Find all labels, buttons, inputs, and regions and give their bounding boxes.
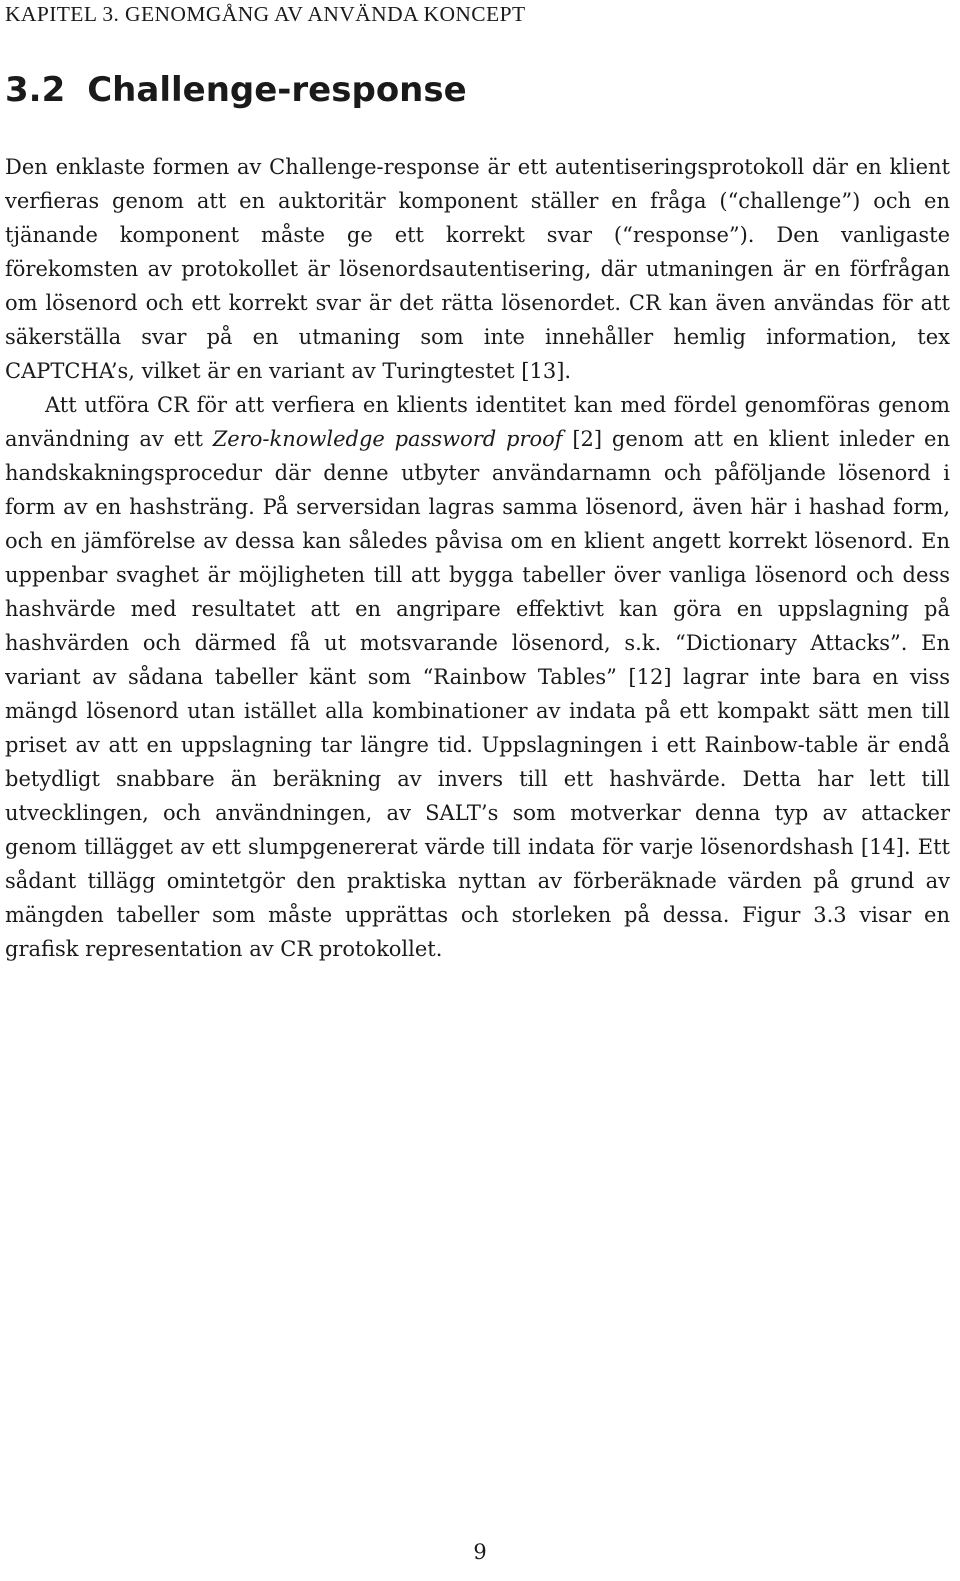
section-title: Challenge-response (87, 70, 467, 110)
section-number: 3.2 (5, 70, 66, 110)
page-number: 9 (473, 1540, 487, 1564)
emphasized-term: Zero-knowledge password proof (212, 427, 563, 451)
section-heading (5, 70, 467, 110)
body-text (5, 150, 950, 966)
paragraph-2-part-1: Att utföra CR för att verfiera en klients identitet kan med fördel genomföras genom användning av ett (5, 393, 950, 451)
paragraph-2 (5, 388, 950, 966)
running-header: KAPITEL 3. GENOMGÅNG AV ANVÄNDA KONCEPT (5, 2, 526, 26)
paragraph-1: Den enklaste formen av Challenge-response är ett autentiseringsprotokoll där en klient verfieras genom att en auktoritär komponent ställer en fråga (“challenge”) och en tjänande komponent måste ge ett korrekt svar (“response”). Den vanligaste förekomsten av protokollet är lösenordsautentisering, där utmaningen är en förfrågan om lösenord och ett korrekt svar är det rätta lösenordet. CR kan även användas för att säkerställa svar på en utmaning som inte innehåller hemlig information, tex CAPTCHA’s, vilket är en variant av Turingtestet [13]. (5, 155, 950, 383)
paragraph-2-part-2: [2] genom att en klient inleder en handskakningsprocedur där denne utbyter användarnamn och påföljande lösenord i form av en hashsträng. På serversidan lagras samma lösenord, även här i hashad form, och en jämförelse av dessa kan således påvisa om en klient angett korrekt lösenord. En uppenbar svaghet är möjligheten till att bygga tabeller över vanliga lösenord och dess hashvärde med resultatet att en angripare effektivt kan göra en uppslagning på hashvärden och därmed få ut motsvarande lösenord, s.k. “Dictionary Attacks”. En variant av sådana tabeller känt som “Rainbow Tables” [12] lagrar inte bara en viss mängd lösenord utan istället alla kombinationer av indata på ett kompakt sätt men till priset av att en uppslagning tar längre tid. Uppslagningen i ett Rainbow-table är endå betydligt snabbare än beräkning av invers till ett hashvärde. Detta har lett till utvecklingen, och användningen, av SALT’s som motverkar denna typ av attacker genom tillägget av ett slumpgenererat värde till indata för varje lösenordshash [14]. Ett sådant tillägg omintetgör den praktiska nyttan av förberäknade värden på grund av mängden tabeller som måste upprättas och storleken på dessa. Figur 3.3 visar en grafisk representation av CR protokollet. (5, 427, 950, 961)
